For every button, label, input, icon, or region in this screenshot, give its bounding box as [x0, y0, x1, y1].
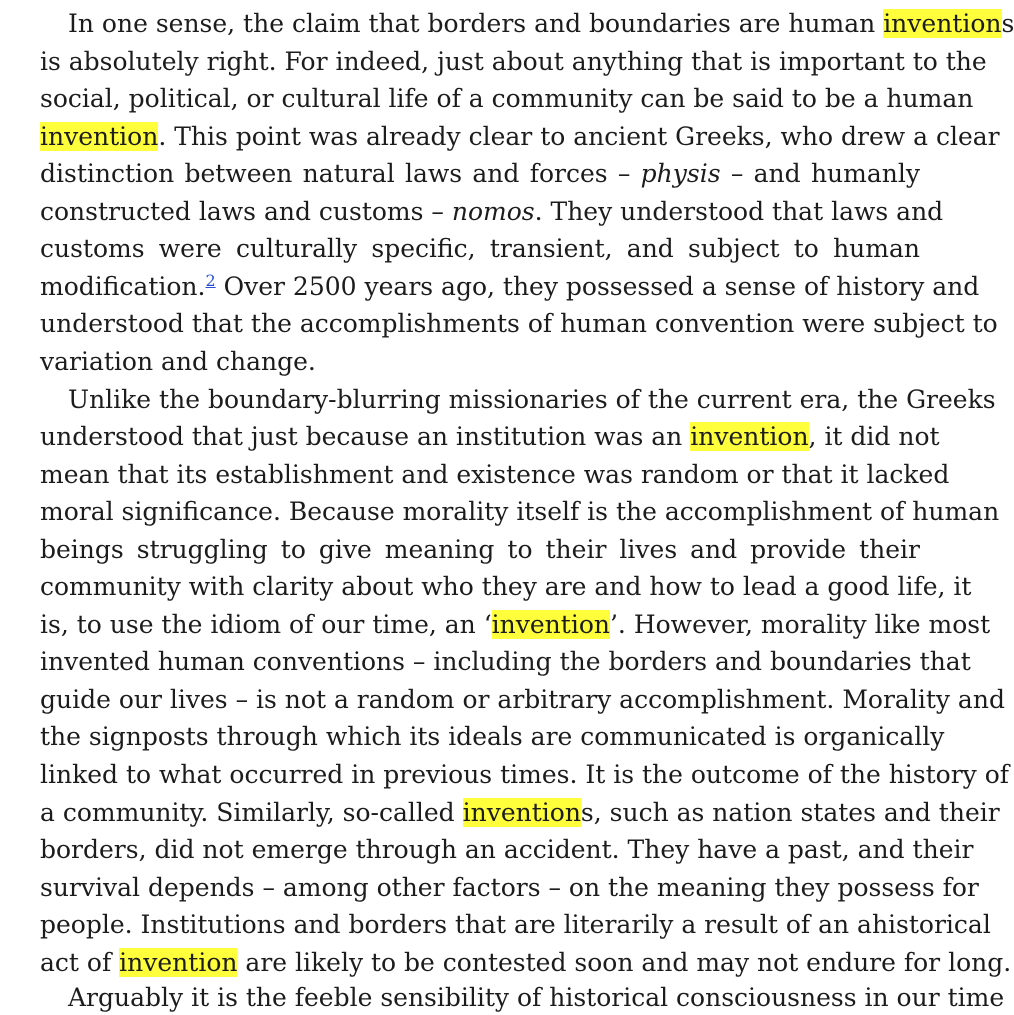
text-line: [40, 908, 920, 942]
text-segment: variation and change.: [40, 347, 316, 376]
text-line: [40, 195, 920, 229]
text-line: [40, 345, 920, 379]
text-line: [40, 270, 920, 304]
text-segment: Over 2500 years ago, they possessed a sense of history and: [216, 272, 980, 301]
text-segment: customs were culturally specific, transient, and subject to human: [40, 234, 920, 263]
text-line: [68, 7, 920, 41]
text-line: [40, 796, 920, 830]
text-line: [40, 570, 920, 604]
text-line: [40, 871, 920, 905]
text-line: [68, 383, 920, 417]
text-line: [40, 683, 920, 717]
text-line: [40, 232, 920, 266]
highlighted-word[interactable]: invention: [883, 9, 1001, 38]
text-segment: Unlike the boundary-blurring missionaries of the current era, the Greeks: [68, 385, 996, 414]
text-segment: . They understood that laws and: [535, 197, 944, 226]
text-line: [40, 458, 920, 492]
text-line-partial: [68, 981, 920, 1015]
text-segment: modification.: [40, 272, 205, 301]
text-segment: community with clarity about who they are and how to lead a good life, it: [40, 572, 971, 601]
text-line: [40, 120, 920, 154]
highlighted-word[interactable]: invention: [463, 798, 581, 827]
text-line: [40, 758, 920, 792]
text-segment: beings struggling to give meaning to their lives and provide their: [40, 535, 920, 564]
text-segment: moral significance. Because morality itself is the accomplishment of human: [40, 497, 999, 526]
text-segment: is, to use the idiom of our time, an ‘: [40, 610, 492, 639]
text-segment: Arguably it is the feeble sensibility of historical consciousness in our time: [68, 983, 1004, 1012]
text-segment: a community. Similarly, so-called: [40, 798, 463, 827]
highlighted-word[interactable]: invention: [492, 610, 610, 639]
text-segment: linked to what occurred in previous times. It is the outcome of the history of: [40, 760, 1009, 789]
text-segment: people. Institutions and borders that are literarily a result of an ahistorical: [40, 910, 991, 939]
text-segment: are likely to be contested soon and may not endure for long.: [237, 948, 1011, 977]
text-segment: s, such as nation states and their: [581, 798, 1000, 827]
text-line: [40, 946, 920, 980]
text-segment: In one sense, the claim that borders and boundaries are human: [68, 9, 883, 38]
text-line: [40, 533, 920, 567]
text-segment: constructed laws and customs –: [40, 197, 452, 226]
text-line: [40, 307, 920, 341]
footnote-link[interactable]: 2: [205, 271, 215, 290]
text-segment: understood that just because an institution was an: [40, 422, 690, 451]
text-line: [40, 720, 920, 754]
text-segment: mean that its establishment and existence was random or that it lacked: [40, 460, 949, 489]
text-segment: distinction between natural laws and forces –: [40, 159, 641, 188]
text-segment: the signposts through which its ideals are communicated is organically: [40, 722, 944, 751]
text-segment: survival depends – among other factors – on the meaning they possess for: [40, 873, 979, 902]
text-line: [40, 420, 920, 454]
text-segment: guide our lives – is not a random or arbitrary accomplishment. Morality and: [40, 685, 1005, 714]
highlighted-word[interactable]: invention: [119, 948, 237, 977]
text-segment: social, political, or cultural life of a community can be said to be a human: [40, 84, 973, 113]
text-segment: s: [1002, 9, 1014, 38]
text-segment: ’. However, morality like most: [610, 610, 990, 639]
text-line: [40, 82, 920, 116]
text-line: [40, 608, 920, 642]
italic-term: nomos: [452, 197, 535, 226]
highlighted-word[interactable]: invention: [40, 122, 158, 151]
text-line: [40, 645, 920, 679]
text-segment: is absolutely right. For indeed, just about anything that is important to the: [40, 47, 987, 76]
text-segment: . This point was already clear to ancient Greeks, who drew a clear: [158, 122, 999, 151]
text-line: [40, 833, 920, 867]
text-segment: , it did not: [809, 422, 940, 451]
text-segment: – and humanly: [721, 159, 920, 188]
text-line: [40, 45, 920, 79]
text-segment: invented human conventions – including the borders and boundaries that: [40, 647, 971, 676]
text-segment: understood that the accomplishments of human convention were subject to: [40, 309, 998, 338]
text-line: [40, 495, 920, 529]
text-line: [40, 157, 920, 191]
italic-term: physis: [641, 159, 721, 188]
text-segment: act of: [40, 948, 119, 977]
highlighted-word[interactable]: invention: [690, 422, 808, 451]
text-segment: borders, did not emerge through an accident. They have a past, and their: [40, 835, 973, 864]
